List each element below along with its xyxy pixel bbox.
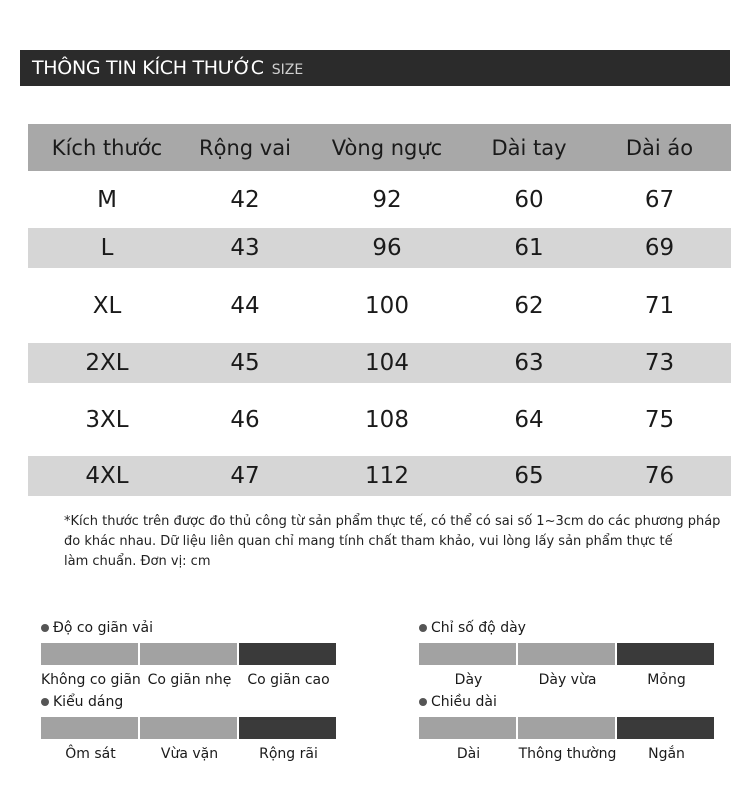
- scale-bar: [518, 717, 615, 739]
- table-cell: 63: [514, 350, 544, 376]
- scale-label: Co giãn cao: [247, 672, 330, 688]
- table-cell: 112: [365, 463, 409, 489]
- table-cell: 3XL: [85, 406, 129, 433]
- table-cell: 108: [365, 406, 409, 433]
- column-header: Rộng vai: [199, 135, 291, 160]
- scale-label: Vừa vặn: [160, 746, 219, 762]
- column-header: Dài tay: [491, 135, 567, 160]
- note-line: làm chuẩn. Đơn vị: cm: [64, 554, 211, 569]
- size-table: [28, 124, 731, 496]
- table-cell: 67: [644, 186, 675, 213]
- scale-bar-selected: [617, 643, 714, 665]
- scale-bar: [419, 643, 516, 665]
- attr-title: Chỉ số độ dày: [431, 620, 526, 636]
- bullet-icon: [419, 698, 427, 706]
- scale-bar: [140, 643, 237, 665]
- table-cell: 65: [514, 463, 544, 489]
- table-cell: 4XL: [85, 463, 129, 489]
- table-cell: M: [97, 186, 117, 213]
- column-header: Kích thước: [51, 135, 163, 160]
- size-header: [20, 50, 730, 86]
- scale-label: Rộng rãi: [259, 746, 318, 762]
- table-cell: 64: [514, 406, 544, 433]
- table-row: [28, 343, 731, 383]
- table-cell: 61: [514, 235, 544, 261]
- scale-label: Ngắn: [648, 746, 685, 762]
- table-header-row: [28, 124, 731, 171]
- scale-bars: [419, 717, 716, 739]
- table-cell: L: [100, 235, 114, 261]
- bullet-icon: [419, 624, 427, 632]
- table-row: [28, 456, 731, 496]
- table-row: [28, 383, 731, 456]
- table-cell: 47: [230, 463, 260, 489]
- table-cell: 43: [230, 235, 260, 261]
- attr-title: Kiểu dáng: [53, 694, 124, 710]
- table-cell: 71: [644, 292, 675, 319]
- table-cell: 104: [365, 350, 409, 376]
- scale-bar: [419, 717, 516, 739]
- table-cell: 76: [644, 463, 675, 489]
- scale-bar-selected: [239, 717, 336, 739]
- scale-label: Mỏng: [647, 672, 686, 688]
- measurement-note: [64, 512, 721, 572]
- table-cell: 62: [514, 292, 544, 319]
- note-line: đo khác nhau. Dữ liệu liên quan chỉ mang tính chất tham khảo, vui lòng lấy sản phẩm thực tế: [64, 534, 673, 549]
- column-header: Dài áo: [625, 135, 694, 160]
- scale-bar: [41, 643, 138, 665]
- bullet-icon: [41, 698, 49, 706]
- scale-label: Không co giãn: [41, 672, 141, 688]
- scale-bar-selected: [617, 717, 714, 739]
- scale-label: Dày vừa: [538, 672, 597, 688]
- scale-label: Co giãn nhẹ: [147, 672, 232, 688]
- table-cell: 46: [230, 406, 260, 433]
- table-cell: 92: [372, 186, 402, 213]
- bullet-icon: [41, 624, 49, 632]
- table-cell: 42: [230, 186, 260, 213]
- header-subtitle: SIZE: [271, 61, 304, 78]
- scale-label: Dày: [454, 672, 483, 688]
- attr-title: Chiều dài: [431, 694, 497, 710]
- table-cell: 73: [644, 350, 675, 376]
- header-title: THÔNG TIN KÍCH THƯỚC: [32, 57, 264, 79]
- column-header: Vòng ngực: [331, 135, 443, 160]
- table-cell: 44: [230, 292, 260, 319]
- scale-label: Ôm sát: [65, 746, 116, 762]
- table-row: [28, 268, 731, 343]
- table-row: [28, 171, 731, 228]
- scale-label: Thông thường: [518, 746, 617, 762]
- scale-bar: [41, 717, 138, 739]
- attr-title: Độ co giãn vải: [53, 620, 154, 636]
- table-cell: 96: [372, 235, 402, 261]
- scale-bar: [140, 717, 237, 739]
- scale-bars: [41, 643, 338, 665]
- table-cell: 45: [230, 350, 260, 376]
- scale-bar: [518, 643, 615, 665]
- table-cell: 60: [514, 186, 544, 213]
- note-line: *Kích thước trên được đo thủ công từ sản phẩm thực tế, có thể có sai số 1~3cm do các phương pháp: [64, 514, 721, 529]
- table-cell: 2XL: [85, 350, 129, 376]
- scale-label: Dài: [456, 746, 481, 762]
- table-row: [28, 228, 731, 268]
- table-cell: 75: [644, 406, 675, 433]
- scale-bars: [419, 643, 716, 665]
- table-cell: XL: [92, 292, 122, 319]
- scale-bars: [41, 717, 338, 739]
- table-cell: 69: [644, 235, 675, 261]
- scale-bar-selected: [239, 643, 336, 665]
- table-cell: 100: [365, 292, 409, 319]
